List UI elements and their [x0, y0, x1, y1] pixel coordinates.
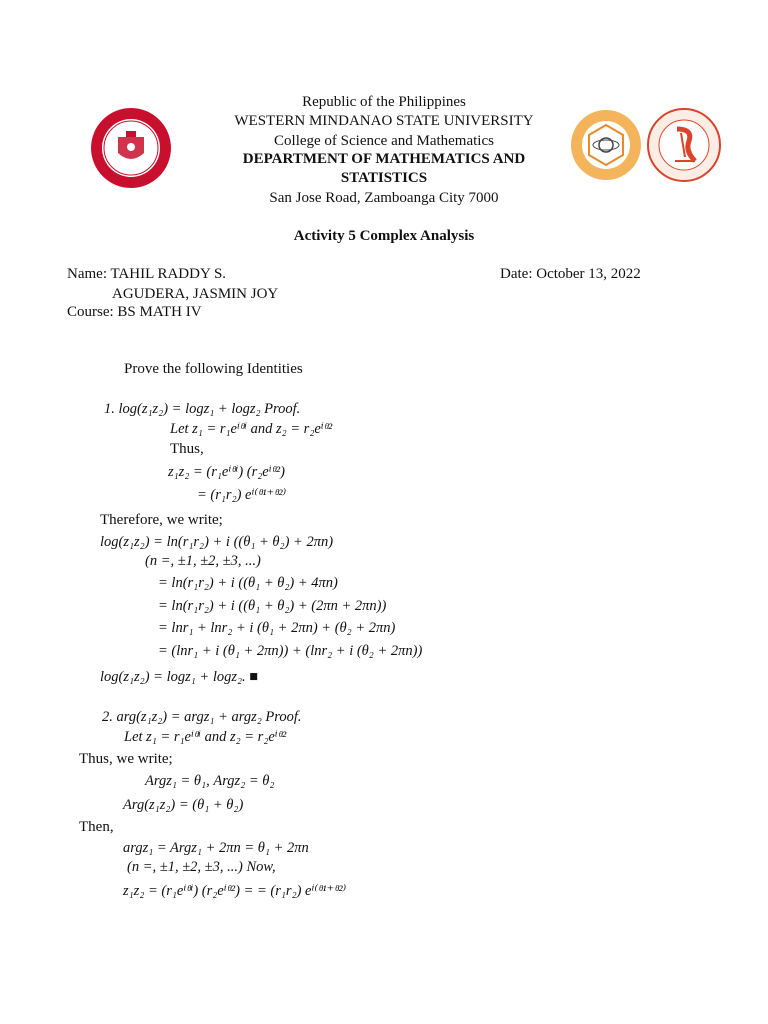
proof2-principal-args: Argz₁ = θ₁, Argz₂ = θ₂	[145, 773, 275, 789]
proof2-let: Let z₁ = r₁eⁱᶿⁱ and z₂ = r₂eⁱᶿ²	[124, 729, 287, 745]
proof2-then: Then,	[79, 819, 114, 835]
proof2-thus: Thus, we write;	[79, 751, 173, 767]
proof2-arg-product: Arg(z₁z₂) = (θ₁ + θ₂)	[123, 797, 244, 813]
proof1-step-4: = lnr₁ + lnr₂ + i (θ₁ + 2πn) + (θ₂ + 2πn)	[158, 620, 396, 636]
proof1-step-1: log(z₁z₂) = ln(r₁r₂) + i ((θ₁ + θ₂) + 2πn)	[100, 534, 334, 550]
proof1-step-5: = (lnr₁ + i (θ₁ + 2πn)) + (lnr₂ + i (θ₂ + 2πn))	[158, 643, 423, 659]
proof1-product-result: = (r₁r₂) eⁱ⁽ᶿ¹⁺ᶿ²⁾	[197, 487, 287, 503]
document-date: Date: October 13, 2022	[500, 266, 641, 282]
proof2-n-range: (n =, ±1, ±2, ±3, ...) Now,	[127, 859, 276, 875]
proof2-product: z₁z₂ = (r₁eⁱᶿⁱ) (r₂eⁱᶿ²) = = (r₁r₂) eⁱ⁽ᶿ¹⁺ᶿ²⁾	[123, 883, 347, 899]
header-university: WESTERN MINDANAO STATE UNIVERSITY	[234, 113, 534, 129]
document-title: Activity 5 Complex Analysis	[293, 228, 475, 244]
student-name: Name: TAHIL RADDY S.	[67, 266, 227, 282]
proof1-let: Let z₁ = r₁eⁱᶿⁱ and z₂ = r₂eⁱᶿ²	[170, 421, 333, 437]
proof2-arg-general: argz₁ = Argz₁ + 2πn = θ₁ + 2πn	[123, 840, 309, 856]
course: Course: BS MATH IV	[67, 304, 202, 320]
header-address: San Jose Road, Zamboanga City 7000	[269, 190, 499, 206]
header-department-2: STATISTICS	[340, 170, 428, 186]
proof1-therefore: Therefore, we write;	[100, 512, 223, 528]
instructions: Prove the following Identities	[124, 361, 303, 377]
proof1-step-2: = ln(r₁r₂) + i ((θ₁ + θ₂) + 4πn)	[158, 575, 338, 591]
proof1-product: z₁z₂ = (r₁eⁱᶿⁱ) (r₂eⁱᶿ²)	[168, 464, 285, 480]
header-college: College of Science and Mathematics	[274, 133, 494, 149]
header-country: Republic of the Philippines	[302, 94, 466, 110]
proof1-statement: 1. log(z₁z₂) = logz₁ + logz₂ Proof.	[104, 401, 301, 417]
header-department-1: DEPARTMENT OF MATHEMATICS AND	[242, 151, 526, 167]
proof2-statement: 2. arg(z₁z₂) = argz₁ + argz₂ Proof.	[102, 709, 302, 725]
student-name-2: AGUDERA, JASMIN JOY	[112, 286, 279, 302]
proof1-thus: Thus,	[170, 441, 204, 457]
proof1-step-3: = ln(r₁r₂) + i ((θ₁ + θ₂) + (2πn + 2πn))	[158, 598, 387, 614]
proof1-conclusion: log(z₁z₂) = logz₁ + logz₂. ■	[100, 669, 259, 685]
proof1-n-range: (n =, ±1, ±2, ±3, ...)	[145, 553, 261, 569]
